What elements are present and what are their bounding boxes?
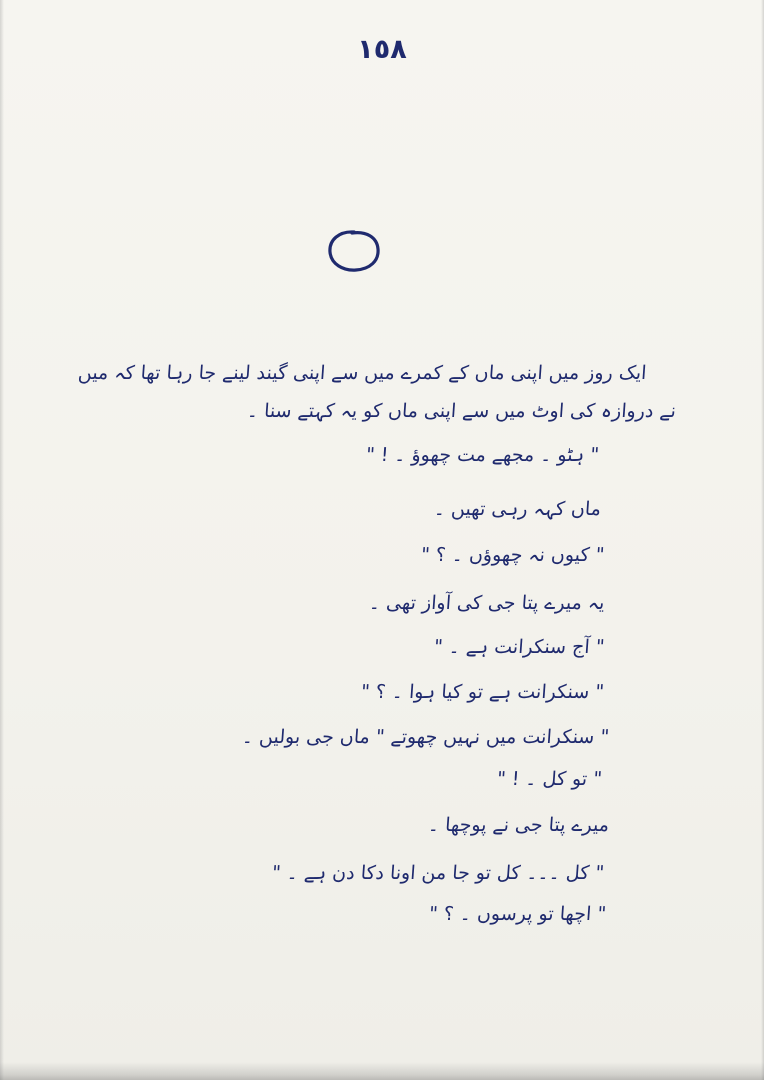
text-line: " ہٹو ۔ مجھے مت چھوؤ ۔ ! " [365, 444, 600, 466]
page-bottom-shadow [0, 1062, 764, 1080]
text-line: " سنکرانت میں نہیں چھوتے " ماں جی بولیں ۔ [241, 726, 610, 748]
text-line: ماں کہہ رہی تھیں ۔ [433, 498, 602, 520]
circle-section-mark-icon [325, 228, 383, 279]
text-line: " آج سنکرانت ہے ۔ " [432, 636, 605, 658]
text-line: " سنکرانت ہے تو کیا ہوا ۔ ؟ " [360, 681, 605, 703]
text-line: یہ میرے پتا جی کی آواز تھی ۔ [367, 592, 605, 614]
text-line: نے دروازہ کی اوٹ میں سے اپنی ماں کو یہ کہتے سنا ۔ [246, 400, 677, 422]
text-line: " کیوں نہ چھوؤں ۔ ؟ " [419, 544, 605, 566]
text-line: " تو کل ۔ ! " [496, 768, 603, 790]
text-line: " اچھا تو پرسوں ۔ ؟ " [428, 903, 607, 925]
page-number: ١٥٨ [357, 34, 407, 65]
text-line: میرے پتا جی نے پوچھا ۔ [427, 814, 610, 836]
text-line: " کل ۔۔۔ کل تو جا من اونا دکا دن ہے ۔ " [271, 862, 605, 884]
page-left-edge [0, 0, 4, 1080]
text-line: ایک روز میں اپنی ماں کے کمرے میں سے اپنی گیند لینے جا رہا تھا کہ میں [76, 362, 647, 384]
